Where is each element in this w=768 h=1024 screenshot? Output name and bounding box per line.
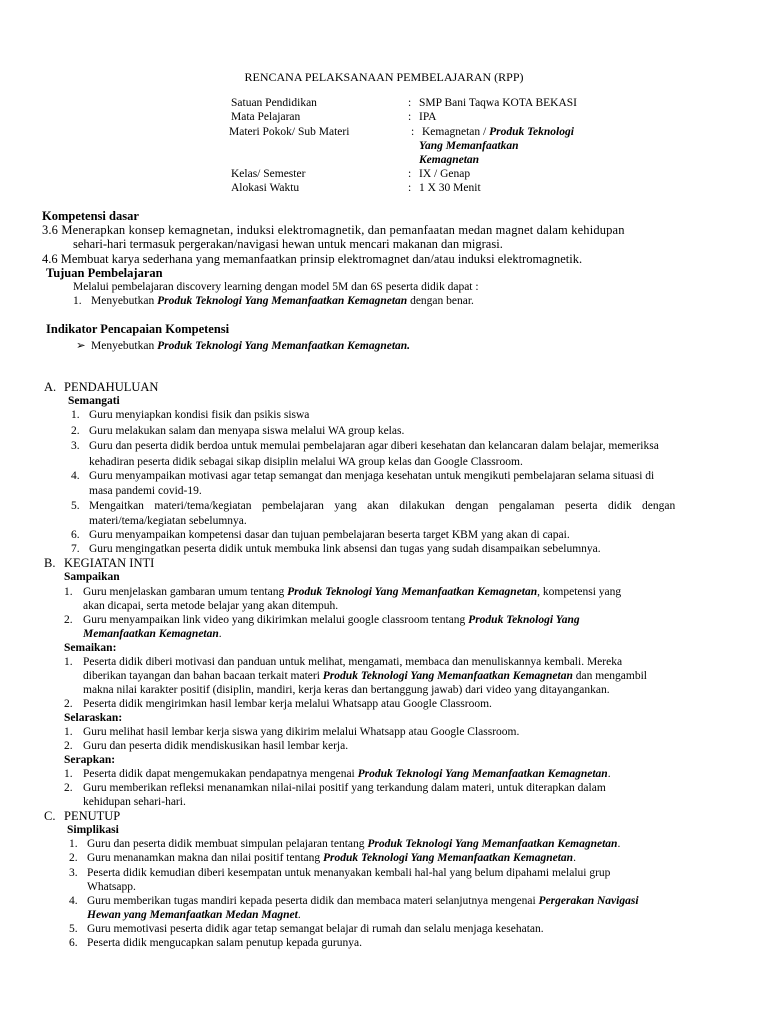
satuan-value: SMP Bani Taqwa KOTA BEKASI bbox=[419, 97, 578, 109]
mapel-value: IPA bbox=[419, 111, 437, 123]
kelas-label: Kelas/ Semester bbox=[231, 168, 306, 180]
list-number: 5. bbox=[71, 500, 80, 512]
list-number: 2. bbox=[64, 698, 73, 710]
materi-value-emphasis: Produk Teknologi bbox=[489, 126, 574, 138]
emphasis-run: Produk Teknologi Yang bbox=[468, 614, 580, 626]
kd46: 4.6 Membuat karya sederhana yang memanfaatkan prinsip elektromagnet dan/atau induksi elektromagnetik. bbox=[42, 252, 583, 266]
list-number: 3. bbox=[71, 440, 80, 452]
list-number: 1. bbox=[64, 586, 73, 598]
tujuan-intro: Melalui pembelajaran discovery learning dengan model 5M dan 6S peserta didik dapat : bbox=[73, 281, 479, 293]
section-a-heading: PENDAHULUAN bbox=[64, 380, 159, 394]
text-run: . bbox=[573, 852, 576, 864]
emphasis-run: Produk Teknologi Yang Memanfaatkan Kemagnetan bbox=[323, 852, 574, 864]
serapkan-item-2b: kehidupan sehari-hari. bbox=[83, 796, 186, 808]
document-title: RENCANA PELAKSANAAN PEMBELAJARAN (RPP) bbox=[244, 70, 524, 84]
text-run: . bbox=[218, 628, 222, 640]
list-number: 3. bbox=[69, 867, 78, 879]
pendahuluan-item-3a: Guru dan peserta didik berdoa untuk memulai pembelajaran agar diberi kesehatan dan kelancaran dalam belajar, memeriksa bbox=[89, 440, 659, 452]
materi-colon: : bbox=[411, 126, 415, 138]
pendahuluan-item-1: Guru menyiapkan kondisi fisik dan psikis siswa bbox=[89, 409, 310, 421]
list-number: 2. bbox=[71, 425, 80, 437]
section-c-heading: PENUTUP bbox=[64, 809, 121, 823]
list-number: 6. bbox=[71, 529, 80, 541]
kd-heading: Kompetensi dasar bbox=[42, 209, 139, 223]
pendahuluan-item-2: Guru melakukan salam dan menyapa siswa melalui WA group kelas. bbox=[89, 425, 405, 437]
semaikan-item-2: Peserta didik mengirimkan hasil lembar kerja melalui Whatsapp atau Google Classroom. bbox=[83, 698, 492, 710]
penutup-item-1 bbox=[87, 837, 620, 851]
sampaikan-item-2 bbox=[83, 613, 580, 627]
text-run: diberikan tayangan dan bahan bacaan terkait materi bbox=[83, 670, 323, 682]
text-run: Peserta didik dapat mengemukakan pendapatnya mengenai bbox=[83, 768, 358, 780]
list-number: 6. bbox=[69, 937, 78, 949]
list-number: 1. bbox=[64, 726, 73, 738]
sampaikan-item-1b: akan dicapai, serta metode belajar yang akan ditempuh. bbox=[83, 600, 339, 612]
arrow-bullet-icon: ➢ bbox=[76, 340, 86, 352]
materi-value-line3: Kemagnetan bbox=[419, 154, 480, 166]
semaikan-heading: Semaikan: bbox=[64, 642, 117, 654]
emphasis-run: Hewan yang Memanfaatkan Medan Magnet bbox=[87, 909, 298, 921]
penutup-item-3b: Whatsapp. bbox=[87, 881, 136, 893]
kelas-value: IX / Genap bbox=[419, 168, 471, 180]
semaikan-item-1: Peserta didik diberi motivasi dan panduan untuk melihat, mengamati, membaca dan menuliskannya kembali. Mereka bbox=[83, 656, 623, 668]
text-run: . bbox=[617, 838, 621, 850]
text-run: Guru dan peserta didik membuat simpulan pelajaran tentang bbox=[87, 838, 368, 850]
pendahuluan-item-6: Guru menyampaikan kompetensi dasar dan tujuan pembelajaran beserta target KBM yang akan di capai. bbox=[89, 529, 570, 541]
pendahuluan-item-7: Guru mengingatkan peserta didik untuk membuka link absensi dan tugas yang sudah disampaikan sebelumnya. bbox=[89, 543, 601, 555]
list-number: 1. bbox=[69, 838, 78, 850]
pendahuluan-item-5b: materi/tema/kegiatan sebelumnya. bbox=[89, 515, 247, 527]
serapkan-item-1 bbox=[83, 767, 611, 781]
materi-label: Materi Pokok/ Sub Materi bbox=[229, 126, 350, 138]
penutup-item-4b bbox=[87, 908, 301, 922]
kd36-line1: 3.6 Menerapkan konsep kemagnetan, induksi elektromagnetik, dan pemanfaatan medan magnet dalam kehidupan bbox=[42, 223, 625, 237]
section-a-sub: Semangati bbox=[68, 395, 120, 407]
selaraskan-heading: Selaraskan: bbox=[64, 712, 123, 724]
penutup-item-3: Peserta didik kemudian diberi kesempatan untuk menanyakan kembali hal-hal yang belum dipahami melalui grup bbox=[87, 867, 611, 879]
list-number: 4. bbox=[69, 895, 78, 907]
penutup-item-4 bbox=[87, 894, 639, 908]
tujuan-heading: Tujuan Pembelajaran bbox=[46, 266, 163, 280]
text-run: Guru menyampaikan link video yang dikirimkan melalui google classroom tentang bbox=[83, 614, 469, 626]
list-number: 1. bbox=[64, 656, 73, 668]
text-run: . bbox=[607, 768, 611, 780]
pendahuluan-item-4b: masa pandemi covid-19. bbox=[89, 485, 202, 497]
satuan-colon: : bbox=[408, 97, 412, 109]
list-number: 2. bbox=[69, 852, 78, 864]
simplikasi-heading: Simplikasi bbox=[67, 824, 119, 836]
text-run: dan mengambil bbox=[572, 670, 647, 682]
kelas-colon: : bbox=[408, 168, 412, 180]
emphasis-run: Produk Teknologi Yang Memanfaatkan Kemagnetan bbox=[367, 838, 618, 850]
materi-value bbox=[422, 125, 574, 139]
section-b-letter: B. bbox=[44, 556, 56, 570]
materi-value-plain: Kemagnetan / bbox=[422, 126, 490, 138]
emphasis-run: Memanfaatkan Kemagnetan bbox=[83, 628, 219, 640]
emphasis-run: Pergerakan Navigasi bbox=[538, 895, 639, 907]
materi-value-line2: Yang Memanfaatkan bbox=[419, 140, 519, 152]
satuan-label: Satuan Pendidikan bbox=[231, 97, 317, 109]
list-number: 2. bbox=[64, 614, 73, 626]
penutup-item-6: Peserta didik mengucapkan salam penutup kepada gurunya. bbox=[87, 937, 362, 949]
tujuan-item1-post: dengan benar. bbox=[407, 295, 474, 307]
list-number: 1. bbox=[64, 768, 73, 780]
list-number: 1. bbox=[71, 409, 80, 421]
sampaikan-item-1 bbox=[83, 585, 621, 599]
section-c-letter: C. bbox=[44, 809, 56, 823]
text-run: Guru menjelaskan gambaran umum tentang bbox=[83, 586, 288, 598]
sampaikan-heading: Sampaikan bbox=[64, 571, 120, 583]
text-run: Guru menanamkan makna dan nilai positif tentang bbox=[87, 852, 324, 864]
text-run: Guru memberikan tugas mandiri kepada peserta didik dan membaca materi selanjutnya mengenai bbox=[87, 895, 539, 907]
selaraskan-item-1: Guru melihat hasil lembar kerja siswa yang dikirim melalui Whatsapp atau Google Classroom. bbox=[83, 726, 520, 738]
serapkan-heading: Serapkan: bbox=[64, 754, 116, 766]
semaikan-item-1c: makna nilai karakter positif (disiplin, mandiri, kerja keras dan bertanggung jawab) dari video yang ditayangankan. bbox=[83, 684, 610, 696]
mapel-label: Mata Pelajaran bbox=[231, 111, 301, 123]
tujuan-item1-emphasis: Produk Teknologi Yang Memanfaatkan Kemagnetan bbox=[157, 295, 408, 307]
section-b-heading: KEGIATAN INTI bbox=[64, 556, 155, 570]
list-number: 5. bbox=[69, 923, 78, 935]
emphasis-run: Produk Teknologi Yang Memanfaatkan Kemagnetan bbox=[322, 670, 573, 682]
pendahuluan-item-4a: Guru menyampaikan motivasi agar tetap semangat dan menjaga kesehatan untuk mengikuti pembelajaran selama situasi di bbox=[89, 470, 655, 482]
serapkan-item-2: Guru memberikan refleksi menanamkan nilai-nilai positif yang terkandung dalam materi, untuk diterapkan dalam bbox=[83, 782, 606, 794]
tujuan-item1 bbox=[91, 294, 474, 308]
pendahuluan-item-5a: Mengaitkan materi/tema/kegiatan pembelajaran yang akan dilakukan dengan pengalaman peserta didik dengan bbox=[89, 500, 676, 512]
tujuan-item1-pre: Menyebutkan bbox=[91, 295, 158, 307]
list-number: 2. bbox=[64, 740, 73, 752]
alokasi-value: 1 X 30 Menit bbox=[419, 182, 481, 194]
emphasis-run: Produk Teknologi Yang Memanfaatkan Kemagnetan bbox=[357, 768, 608, 780]
sampaikan-item-2b bbox=[83, 627, 222, 641]
penutup-item-2 bbox=[87, 851, 576, 865]
text-run: . bbox=[297, 909, 301, 921]
mapel-colon: : bbox=[408, 111, 412, 123]
indikator-item-pre: Menyebutkan bbox=[91, 340, 158, 352]
section-a-letter: A. bbox=[44, 380, 57, 394]
text-run: , kompetensi yang bbox=[537, 586, 622, 598]
penutup-item-5: Guru memotivasi peserta didik agar tetap semangat belajar di rumah dan selalu menjaga kesehatan. bbox=[87, 923, 544, 935]
alokasi-label: Alokasi Waktu bbox=[231, 182, 300, 194]
indikator-item bbox=[91, 339, 410, 353]
list-number: 2. bbox=[64, 782, 73, 794]
alokasi-colon: : bbox=[408, 182, 412, 194]
list-number: 4. bbox=[71, 470, 80, 482]
indikator-heading: Indikator Pencapaian Kompetensi bbox=[46, 322, 230, 336]
kd36-line2: sehari-hari termasuk pergerakan/navigasi hewan untuk mencari makanan dan migrasi. bbox=[73, 237, 503, 251]
tujuan-item1-num: 1. bbox=[73, 295, 82, 307]
list-number: 7. bbox=[71, 543, 80, 555]
selaraskan-item-2: Guru dan peserta didik mendiskusikan hasil lembar kerja. bbox=[83, 740, 349, 752]
emphasis-run: Produk Teknologi Yang Memanfaatkan Kemagnetan bbox=[287, 586, 538, 598]
pendahuluan-item-3b: kehadiran peserta didik sebagai sikap disiplin melalui WA group kelas dan Google Classroom. bbox=[89, 456, 523, 468]
indikator-item-emphasis: Produk Teknologi Yang Memanfaatkan Kemagnetan. bbox=[157, 340, 411, 352]
semaikan-item-1b bbox=[83, 669, 647, 683]
